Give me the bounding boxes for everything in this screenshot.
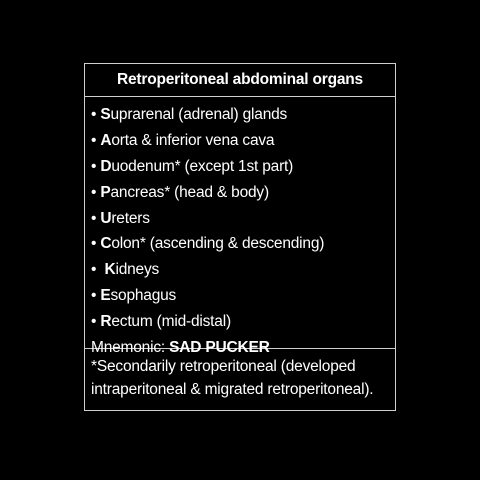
mnemonic-letter: C bbox=[100, 235, 112, 253]
list-item-esophagus bbox=[91, 283, 395, 309]
mnemonic-letter: D bbox=[100, 157, 112, 175]
retroperitoneal-organs-table bbox=[84, 63, 396, 411]
list-item-pancreas bbox=[91, 180, 395, 206]
item-text: ectum (mid-distal) bbox=[111, 313, 231, 331]
list-item-suprarenal bbox=[91, 102, 395, 128]
item-text: idneys bbox=[115, 261, 160, 279]
bullet: • bbox=[91, 131, 101, 149]
bullet: • bbox=[91, 287, 101, 305]
item-text: olon* (ascending & descending) bbox=[111, 235, 325, 253]
list-item-ureters bbox=[91, 206, 395, 232]
mnemonic-letter: K bbox=[104, 261, 116, 279]
mnemonic-letter: A bbox=[100, 131, 112, 149]
mnemonic-label: Mnemonic: bbox=[91, 339, 170, 357]
item-text: sophagus bbox=[110, 287, 177, 305]
item-text: ancreas* (head & body) bbox=[110, 183, 269, 201]
bullet: • bbox=[91, 183, 101, 201]
organ-list bbox=[85, 96, 395, 357]
bullet: • bbox=[91, 209, 101, 227]
mnemonic-letter: R bbox=[100, 313, 112, 331]
list-item-colon bbox=[91, 231, 395, 257]
footnote-line: *Secondarily retroperitoneal (developed bbox=[91, 358, 356, 375]
list-item-kidneys bbox=[91, 257, 395, 283]
item-text: uodenum* (except 1st part) bbox=[111, 157, 294, 175]
item-text: uprarenal (adrenal) glands bbox=[110, 106, 288, 123]
list-item-duodenum bbox=[91, 154, 395, 180]
bullet: • bbox=[91, 106, 101, 123]
bullet: • bbox=[91, 261, 105, 279]
bullet: • bbox=[91, 235, 101, 253]
table-header bbox=[85, 64, 395, 96]
footnote bbox=[85, 348, 395, 410]
mnemonic-letter: S bbox=[100, 106, 111, 123]
list-item-aorta bbox=[91, 128, 395, 154]
item-text: reters bbox=[111, 209, 150, 227]
item-text: orta & inferior vena cava bbox=[111, 131, 275, 149]
mnemonic-letter: E bbox=[100, 287, 111, 305]
list-item-rectum bbox=[91, 309, 395, 335]
mnemonic-letter: U bbox=[100, 209, 112, 227]
table-title: Retroperitoneal abdominal organs bbox=[117, 71, 363, 88]
footnote-line: intraperitoneal & migrated retroperitoneal). bbox=[91, 381, 374, 398]
mnemonic-value: SAD PUCKER bbox=[169, 339, 270, 357]
bullet: • bbox=[91, 157, 101, 175]
bullet: • bbox=[91, 313, 101, 331]
mnemonic-letter: P bbox=[100, 183, 111, 201]
